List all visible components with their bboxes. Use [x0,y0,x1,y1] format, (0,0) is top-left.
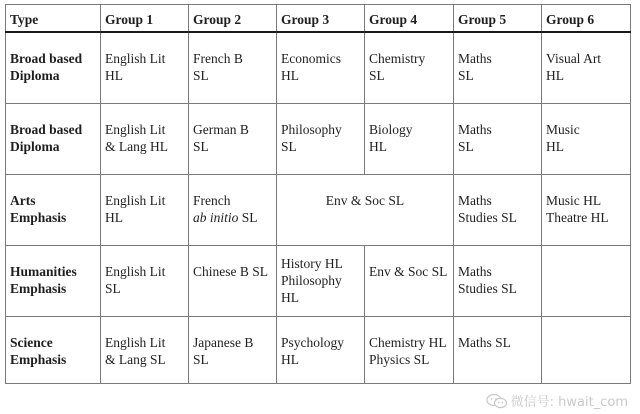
subject-line: Theatre HL [546,209,609,225]
subject-line: Music [546,121,580,137]
subject-line: SL [281,138,297,154]
type-cell [6,316,101,383]
group-2-cell [189,103,277,174]
subject-line: English Lit [105,334,166,350]
subject-line: HL [369,138,387,154]
table-row [6,245,631,316]
subject-line: English Lit [105,121,166,137]
header-group-3: Group 3 [277,5,365,33]
subject-line: Studies SL [458,209,517,225]
subject-line: Philosophy [281,272,342,288]
table-row [6,316,631,383]
group-4-cell [365,103,454,174]
group-4-cell [365,32,454,103]
subject-line: Biology [369,121,413,137]
type-cell [6,32,101,103]
group-6-cell [542,174,631,245]
type-line: Broad based [10,121,83,137]
subject-line: Chemistry HL [369,334,447,350]
group-1-cell [101,32,189,103]
ib-subject-table-container [5,4,631,384]
table-row [6,32,631,103]
subject-line: & Lang SL [105,351,166,367]
group-3-cell [277,316,365,383]
group-3-4-merged-cell [277,174,454,245]
group-6-cell-empty [542,316,631,383]
header-group-2: Group 2 [189,5,277,33]
subject-line: HL [546,68,564,83]
type-line: Humanities [10,263,77,279]
subject-line: German B [193,121,249,137]
subject-line [193,209,272,226]
group-3-cell [277,32,365,103]
header-group-1: Group 1 [101,5,189,33]
ib-subject-combinations-table [5,4,631,384]
subject-line: Music HL [546,192,602,208]
subject-line: Maths [458,121,492,137]
subject-line: Psychology [281,334,345,350]
group-4-cell [365,316,454,383]
group-4-cell [365,245,454,316]
group-5-cell [454,103,542,174]
subject-line: Env & Soc SL [369,263,448,279]
group-3-cell [277,245,365,316]
subject-line: SL [193,68,209,83]
watermark-text: 微信号: hwait_com [510,395,628,410]
subject-line: Physics SL [369,351,430,367]
group-2-cell [189,316,277,383]
group-5-cell [454,316,542,383]
group-1-cell [101,103,189,174]
subject-line: History HL [281,255,343,271]
subject-line: SL [458,68,474,83]
type-line: Science [10,334,53,350]
subject-italic-part: ab initio [193,209,239,225]
group-6-cell-empty [542,245,631,316]
subject-line: English Lit [105,192,166,208]
group-5-cell [454,32,542,103]
subject-line: Japanese B [193,334,254,350]
type-line: Arts [10,192,36,208]
subject-line: Studies SL [458,280,517,296]
subject-line: SL [369,68,385,83]
subject-line: Maths [458,263,492,279]
type-line: Broad based [10,51,83,66]
subject-line: SL [105,280,121,296]
subject-line: HL [105,68,123,83]
subject-line: Maths [458,51,492,66]
header-group-6: Group 6 [542,5,631,33]
subject-line: Visual Art [546,51,602,66]
subject-line: HL [281,351,299,367]
wechat-watermark [486,391,628,410]
type-cell [6,174,101,245]
group-5-cell [454,174,542,245]
group-1-cell [101,245,189,316]
header-group-4: Group 4 [365,5,454,33]
subject-line: English Lit [105,51,166,66]
subject-line: SL [193,138,209,154]
subject-line: Economics [281,51,341,66]
subject-line: Philosophy [281,121,342,137]
subject-line: French B [193,51,243,66]
header-type: Type [6,5,101,33]
group-2-cell [189,32,277,103]
type-line: Emphasis [10,209,67,225]
group-1-cell [101,174,189,245]
subject-line: Chinese B SL [193,263,269,279]
type-line: Diploma [10,68,60,83]
subject-line: HL [281,68,299,83]
type-line: Diploma [10,138,60,154]
type-line: Emphasis [10,280,67,296]
subject-line: Env & Soc SL [325,192,405,208]
subject-line: English Lit [105,263,166,279]
group-5-cell [454,245,542,316]
subject-line: Maths SL [458,334,511,350]
group-2-cell [189,174,277,245]
subject-line: & Lang HL [105,138,168,154]
subject-line: SL [193,351,209,367]
subject-line: Maths [458,192,492,208]
header-group-5: Group 5 [454,5,542,33]
table-row [6,103,631,174]
group-1-cell [101,316,189,383]
subject-line: Chemistry [369,51,426,66]
group-2-cell [189,245,277,316]
table-row [6,174,631,245]
type-cell [6,103,101,174]
subject-level-part: SL [238,209,258,225]
group-6-cell [542,103,631,174]
group-6-cell [542,32,631,103]
header-row [6,5,631,33]
subject-line: French [193,192,231,208]
subject-line: HL [546,138,564,154]
group-3-cell [277,103,365,174]
subject-line: SL [458,138,474,154]
wechat-icon [486,393,508,409]
type-cell [6,245,101,316]
type-line: Emphasis [10,351,67,367]
subject-line: HL [105,209,123,225]
subject-line: HL [281,289,299,305]
